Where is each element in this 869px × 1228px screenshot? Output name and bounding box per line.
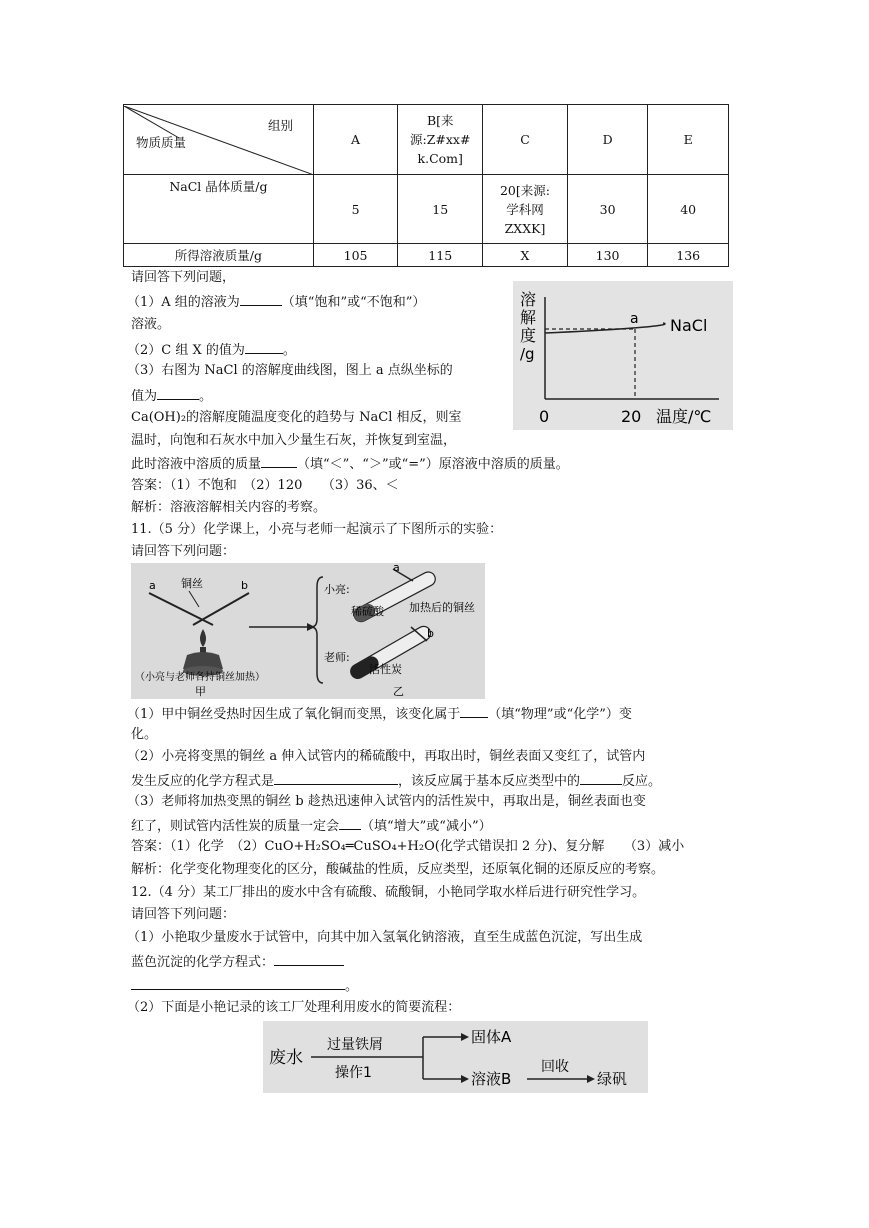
wire-b-label: b — [241, 579, 248, 592]
q10-part1-end: 溶液。 — [131, 317, 171, 332]
q11-p2-text: 发生反应的化学方程式是 — [131, 774, 275, 789]
header-col-e: E — [648, 105, 729, 175]
row-label-solution-mass: 所得溶液质量/g — [124, 244, 314, 267]
table-row — [124, 244, 729, 267]
flow-recover-label: 回收 — [541, 1059, 569, 1075]
y-axis-label-char: 解 — [520, 308, 537, 327]
y-axis-label-char: 溶 — [520, 290, 537, 309]
table-cell-c — [483, 175, 568, 244]
figure-caption: （小亮与老师各持铜丝加热） — [135, 672, 265, 683]
table-header-row — [124, 105, 729, 175]
answer-blank — [339, 815, 361, 830]
q11-p3-text2: （填“增大”或“减小”） — [361, 819, 492, 834]
q11-part1 — [127, 703, 632, 725]
answer-blank — [580, 770, 622, 785]
wire-b-label-2: b — [427, 627, 434, 640]
q10-part3: （3）右图为 NaCl 的溶解度曲线图，图上 a 点纵坐标的 — [127, 363, 453, 378]
table-cell: X — [483, 244, 568, 267]
flow-waste-label: 废水 — [269, 1048, 303, 1068]
q10-answer: 答案：（1）不饱和 （2）120 （3）36、＜ — [131, 478, 399, 493]
answer-blank — [460, 703, 488, 718]
cell-line: 20[来源: — [499, 182, 550, 198]
flow-solid-a-label: 固体A — [471, 1028, 512, 1046]
figure-yi-label: 乙 — [393, 685, 404, 698]
carbon-label: 活性炭 — [369, 663, 402, 676]
table-row — [124, 175, 729, 244]
table-cell: 40 — [648, 175, 729, 244]
q12-part1-line2 — [131, 975, 358, 997]
answer-blank — [261, 453, 297, 468]
header-col-c: C — [483, 105, 568, 175]
q12-part1: （1）小艳取少量废水于试管中，向其中加入氢氧化钠溶液，直至生成蓝色沉淀，写出生成 — [127, 930, 643, 945]
table-cell: 115 — [398, 244, 483, 267]
answer-blank — [240, 291, 282, 306]
q10-p4-text2: （填“＜”、“＞”或“=”）原溶液中溶质的质量。 — [297, 457, 569, 472]
q11-answer: 答案：（1）化学 （2）CuO+H₂SO₄═CuSO₄+H₂O(化学式错误扣 2 分)、复分解 （3）减小 — [131, 839, 685, 854]
table-cell: 30 — [567, 175, 648, 244]
wire-a-label-2: a — [393, 563, 400, 574]
q12-p1-end: 。 — [345, 979, 359, 994]
experiment-figure — [131, 563, 485, 699]
xiaoliang-label: 小亮: — [324, 583, 350, 596]
table-cell: 136 — [648, 244, 729, 267]
q10-p3-end: 。 — [199, 389, 213, 404]
teacher-label: 老师: — [324, 651, 350, 664]
header-col-a: A — [313, 105, 398, 175]
wire-label: 铜丝 — [181, 577, 203, 590]
q12-part2: （2）下面是小艳记录的该工厂处理利用废水的简要流程： — [127, 1000, 461, 1015]
nacl-curve-label: NaCl — [670, 316, 708, 335]
q11-p1-text: （1）甲中铜丝受热时因生成了氧化铜而变黑，该变化属于 — [127, 707, 461, 722]
dilute-acid-label: 稀硫酸 — [351, 605, 384, 618]
q10-part4-line3 — [131, 453, 569, 475]
cell-line: ZXXK] — [504, 220, 546, 236]
q12-title: 12.（4 分）某工厂排出的废水中含有硫酸、硫酸铜，小艳同学取水样后进行研究性学习。 — [131, 885, 646, 900]
q11-analysis: 解析：化学变化物理变化的区分，酸碱盐的性质，反应类型，还原氧化铜的还原反应的考察。 — [131, 862, 665, 877]
q11-part3-cont — [131, 815, 492, 837]
q11-part1-end: 化。 — [131, 727, 158, 742]
q11-part2-cont — [131, 770, 661, 792]
y-axis-label-char: 度 — [520, 326, 537, 345]
diagonal-header-cell — [124, 105, 314, 175]
heated-wire-label: 加热后的铜丝 — [409, 601, 475, 614]
waste-water-flow-figure — [263, 1021, 648, 1093]
q12-intro: 请回答下列问题： — [131, 907, 236, 922]
q10-part2 — [127, 339, 296, 361]
flow-solution-b-label: 溶液B — [471, 1070, 512, 1088]
q10-part4-line1: Ca(OH)₂的溶解度随温度变化的趋势与 NaCl 相反，则室 — [131, 410, 462, 425]
header-col-d: D — [567, 105, 648, 175]
q11-part3: （3）老师将加热变黑的铜丝 b 趁热迅速伸入试管内的活性炭中，再取出是，铜丝表面也变 — [127, 794, 646, 809]
flow-op1-label: 操作1 — [335, 1065, 372, 1081]
q10-intro: 请回答下列问题， — [131, 270, 236, 285]
q10-p2-end: 。 — [282, 343, 296, 358]
q11-p1-text2: （填“物理”或“化学”）变 — [488, 707, 632, 722]
header-col-b — [398, 105, 483, 175]
wire-a-label: a — [149, 579, 156, 592]
q11-p3-text: 红了，则试管内活性炭的质量一定会 — [131, 819, 340, 834]
x-tick-label: 20 — [621, 407, 642, 426]
q11-title: 11.（5 分）化学课上，小亮与老师一起演示了下图所示的实验： — [131, 522, 503, 537]
header-col-b-line: B[来 — [426, 113, 454, 128]
header-col-b-line: 源:Z#xx# — [410, 132, 471, 147]
y-axis-label-char: /g — [520, 345, 535, 363]
q11-intro: 请回答下列问题： — [131, 544, 236, 559]
flow-excess-iron-label: 过量铁屑 — [327, 1037, 383, 1053]
table-cell: 105 — [313, 244, 398, 267]
flow-green-vitriol-label: 绿矾 — [597, 1070, 628, 1088]
experiment-data-table — [123, 104, 729, 267]
q11-part2: （2）小亮将变黑的铜丝 a 伸入试管内的稀硫酸中，再取出时，铜丝表面又变红了，试管内 — [127, 749, 646, 764]
answer-blank — [131, 975, 345, 990]
q10-p1-text: （1）A 组的溶液为 — [127, 295, 240, 310]
answer-blank — [157, 385, 199, 400]
q10-p2-text: （2）C 组 X 的值为 — [127, 343, 245, 358]
figure-jia-label: 甲 — [195, 685, 206, 698]
answer-blank — [274, 951, 344, 966]
header-quantity-label: 物质质量 — [136, 134, 187, 150]
header-col-b-line: k.Com] — [417, 151, 463, 166]
table-cell: 130 — [567, 244, 648, 267]
q10-part1 — [127, 291, 425, 313]
q10-p4-text: 此时溶液中溶质的质量 — [131, 457, 262, 472]
q10-p3-text: 值为 — [131, 389, 158, 404]
q10-part4-line2: 温时，向饱和石灰水中加入少量生石灰，并恢复到室温， — [131, 433, 457, 448]
answer-blank — [274, 770, 398, 785]
point-a-label: a — [630, 311, 639, 327]
x-origin-label: 0 — [539, 407, 550, 426]
x-axis-label: 温度/℃ — [656, 407, 712, 426]
q10-part3-cont — [131, 385, 212, 407]
q12-part1-cont — [131, 951, 344, 973]
q11-p2-text2: ，该反应属于基本反应类型中的 — [398, 774, 581, 789]
cell-line: 学科网 — [506, 201, 544, 217]
q11-p2-end: 反应。 — [622, 774, 662, 789]
solubility-curve-figure — [513, 281, 733, 430]
q12-p1-text: 蓝色沉淀的化学方程式： — [131, 955, 275, 970]
q10-analysis: 解析：溶液溶解相关内容的考察。 — [131, 500, 327, 515]
answer-blank — [245, 339, 283, 354]
table-cell: 15 — [398, 175, 483, 244]
header-group-label: 组别 — [268, 117, 294, 133]
row-label-nacl-mass: NaCl 晶体质量/g — [124, 175, 314, 244]
q10-p1-text2: （填“饱和”或“不饱和”） — [281, 295, 426, 310]
table-cell: 5 — [313, 175, 398, 244]
